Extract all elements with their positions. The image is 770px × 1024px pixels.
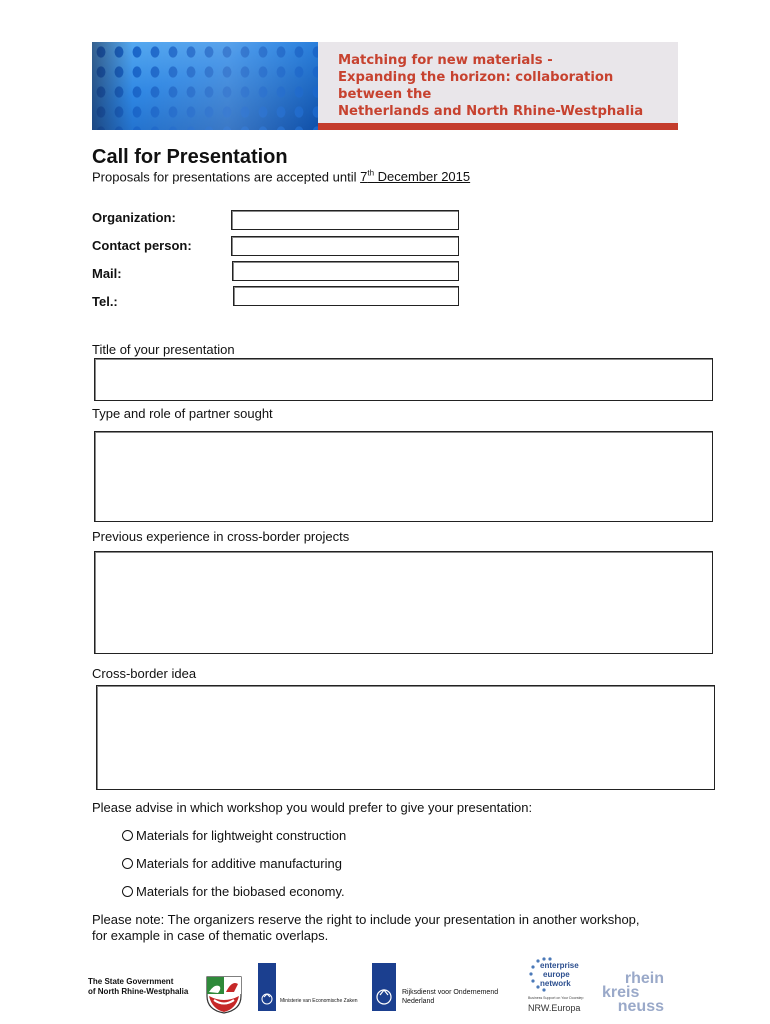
banner-line-2: Expanding the horizon: collaboration between the (338, 70, 614, 102)
cross-border-idea-label: Cross-border idea (92, 666, 197, 681)
page-title: Call for Presentation (92, 146, 288, 168)
mail-input[interactable] (232, 261, 459, 281)
ministry-name: Ministerie van Economische Zaken (280, 998, 358, 1004)
header-banner (92, 42, 678, 130)
dutch-crest-icon (372, 963, 396, 1011)
banner-line-3: Netherlands and North Rhine-Westphalia (338, 104, 644, 119)
radio-circle-icon[interactable] (122, 858, 133, 869)
presentation-title-textarea[interactable] (94, 358, 713, 401)
tel-label: Tel.: (92, 294, 118, 309)
workshop-option-label: Materials for the biobased economy. (136, 884, 345, 899)
dutch-crest-icon (258, 963, 276, 1011)
contact-person-label: Contact person: (92, 238, 192, 253)
contact-person-input[interactable] (231, 236, 459, 256)
workshop-option-biobased[interactable] (122, 884, 345, 899)
workshop-question: Please advise in which workshop you would prefer to give your presentation: (92, 800, 533, 815)
ministry-blue-bar (258, 963, 276, 1011)
rvo-blue-bar (372, 963, 396, 1011)
mail-label: Mail: (92, 266, 122, 281)
een-logo-text: enterprise europe network (540, 961, 579, 988)
workshop-option-lightweight[interactable] (122, 828, 346, 843)
presentation-title-label: Title of your presentation (92, 342, 235, 357)
nrw-government-logo-text: The State Government of North Rhine-Westphalia (88, 977, 189, 996)
radio-circle-icon[interactable] (122, 830, 133, 841)
workshop-option-label: Materials for lightweight construction (136, 828, 347, 843)
organizer-note: Please note: The organizers reserve the right to include your presentation in another workshop, for example in case of thematic overlaps. (92, 912, 640, 943)
rvo-logo-text: Rijksdienst voor Ondernemend Nederland (402, 989, 499, 1005)
banner-line-1: Matching for new materials - (338, 53, 553, 68)
cross-border-idea-textarea[interactable] (96, 685, 715, 790)
nrw-coat-of-arms-icon (204, 974, 244, 1014)
banner-mesh-image (92, 42, 318, 130)
een-subtitle: Business Support on Your Doorstep (528, 996, 584, 1000)
deadline-date: 7th December 2015 (360, 169, 471, 185)
partner-sought-label: Type and role of partner sought (92, 406, 273, 421)
workshop-option-label: Materials for additive manufacturing (136, 856, 342, 871)
workshop-option-additive[interactable] (122, 856, 342, 871)
rhein-kreis-neuss-logo: rhein kreis neuss (602, 970, 664, 1015)
banner-title (338, 52, 668, 120)
experience-label: Previous experience in cross-border projects (92, 529, 350, 544)
radio-circle-icon[interactable] (122, 886, 133, 897)
nrw-europa-text: NRW.Europa (528, 1003, 581, 1013)
partner-sought-textarea[interactable] (94, 431, 713, 522)
organization-input[interactable] (231, 210, 459, 230)
banner-stripe (318, 123, 678, 130)
deadline-text: Proposals for presentations are accepted until 7th December 2015 (92, 169, 471, 185)
organization-label: Organization: (92, 210, 176, 225)
tel-input[interactable] (233, 286, 459, 306)
experience-textarea[interactable] (94, 551, 713, 654)
